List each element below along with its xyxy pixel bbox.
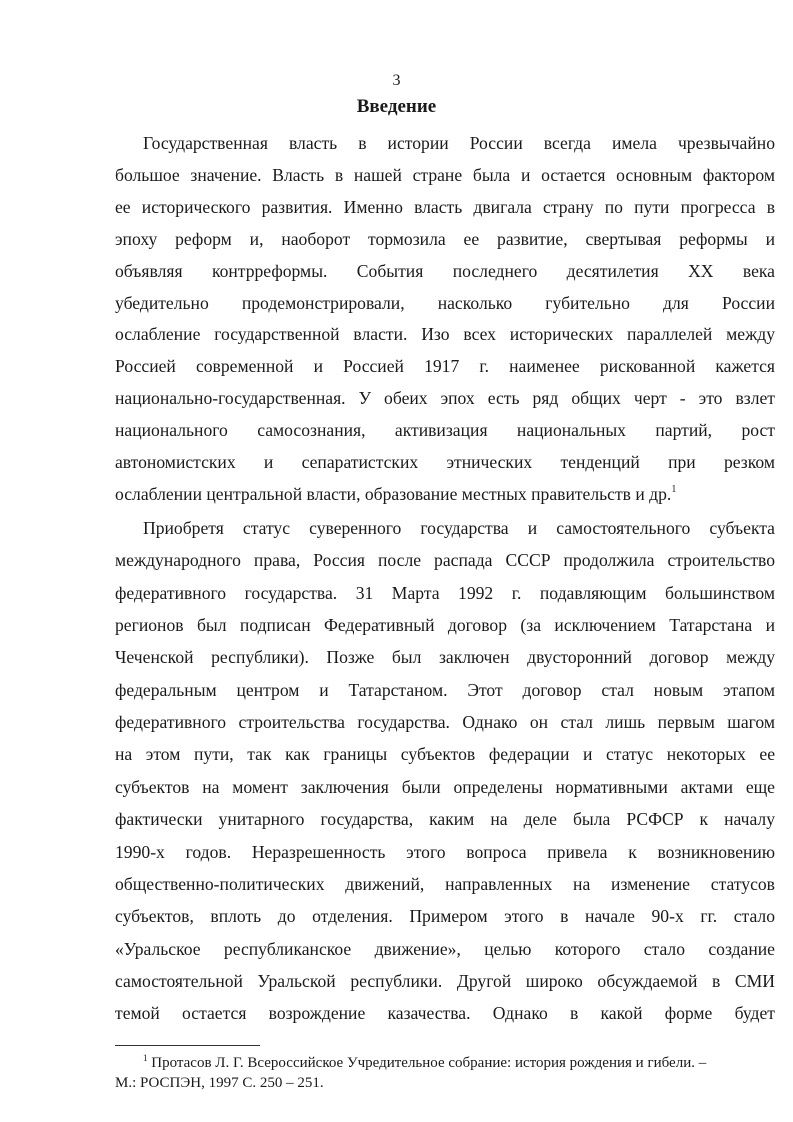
paragraph-2-line: федеративного строительства государства. Однако он стал лишь первым шагом — [115, 712, 775, 733]
paragraph-1-line: объявляя контрреформы. События последнего десятилетия XX века — [115, 260, 775, 281]
paragraph-2-line: общественно-политических движений, направленных на изменение статусов — [115, 873, 775, 894]
paragraph-1-line: большое значение. Власть в нашей стране была и остается основным фактором — [115, 164, 775, 185]
paragraph-1-line: автономистских и сепаратистских этнических тенденций при резком — [115, 452, 775, 472]
paragraph-1-line: эпоху реформ и, наоборот тормозила ее развитие, свертывая реформы и — [115, 228, 775, 249]
page-number: 3 — [392, 72, 401, 89]
footnote-reference[interactable]: 1 — [671, 483, 677, 495]
paragraph-2-line: самостоятельной Уральской республики. Другой широко обсуждаемой в СМИ — [115, 970, 775, 991]
footnote-number: 1 — [143, 1053, 148, 1063]
paragraph-1-line: национально-государственная. У обеих эпох есть ряд общих черт - это взлет — [115, 388, 775, 409]
paragraph-1-line: убедительно продемонстрировали, насколько губительно для России — [115, 292, 775, 313]
paragraph-2-line: Приобретя статус суверенного государства и самостоятельного субъекта — [143, 518, 775, 538]
paragraph-1-line: национального самосознания, активизация национальных партий, рост — [115, 420, 775, 441]
line-text: ослаблении центральной власти, образование местных правительств и др. — [115, 483, 672, 504]
paragraph-1-line: Россией современной и Россией 1917 г. наименее рискованной кажется — [115, 356, 775, 377]
footnote-line-2: М.: РОСПЭН, 1997 С. 250 – 251. — [115, 1075, 324, 1091]
section-title: Введение — [356, 96, 437, 117]
paragraph-1-line: ослабление государственной власти. Изо всех исторических параллелей между — [115, 324, 775, 345]
paragraph-2-line: «Уральское республиканское движение», целью которого стало создание — [115, 938, 775, 959]
paragraph-2-line: темой остается возрождение казачества. Однако в какой форме будет — [115, 1003, 775, 1024]
paragraph-2-line: 1990-х годов. Неразрешенность этого вопроса привела к возникновению — [115, 841, 775, 862]
paragraph-2-line: на этом пути, так как границы субъектов федерации и статус некоторых ее — [115, 744, 775, 765]
paragraph-1-line: ее исторического развития. Именно власть двигала страну по пути прогресса в — [115, 196, 775, 217]
paragraph-2-line: федеральным центром и Татарстаном. Этот договор стал новым этапом — [115, 679, 775, 700]
paragraph-2-line: фактически унитарного государства, каким на деле была РСФСР к началу — [115, 809, 775, 830]
paragraph-2-line: Чеченской республики). Позже был заключен двусторонний договор между — [115, 647, 775, 668]
paragraph-2-line: международного права, Россия после распада СССР продолжила строительство — [115, 550, 775, 571]
paragraph-2-line: субъектов на момент заключения были определены нормативными актами еще — [115, 776, 775, 797]
paragraph-2-line: субъектов, вплоть до отделения. Примером этого в начале 90-х гг. стало — [115, 906, 775, 927]
paragraph-2-line: регионов был подписан Федеративный договор (за исключением Татарстана и — [115, 615, 775, 636]
footnote-text: Протасов Л. Г. Всероссийское Учредительное собрание: история рождения и гибели. – — [151, 1055, 707, 1071]
paragraph-1-line: Государственная власть в истории России всегда имела чрезвычайно — [143, 133, 775, 153]
footnote-divider — [115, 1045, 260, 1046]
paragraph-2-line: федеративного государства. 31 Марта 1992 г. подавляющим большинством — [115, 582, 775, 603]
paragraph-1-line — [115, 483, 775, 505]
footnote-line-1 — [143, 1053, 775, 1073]
